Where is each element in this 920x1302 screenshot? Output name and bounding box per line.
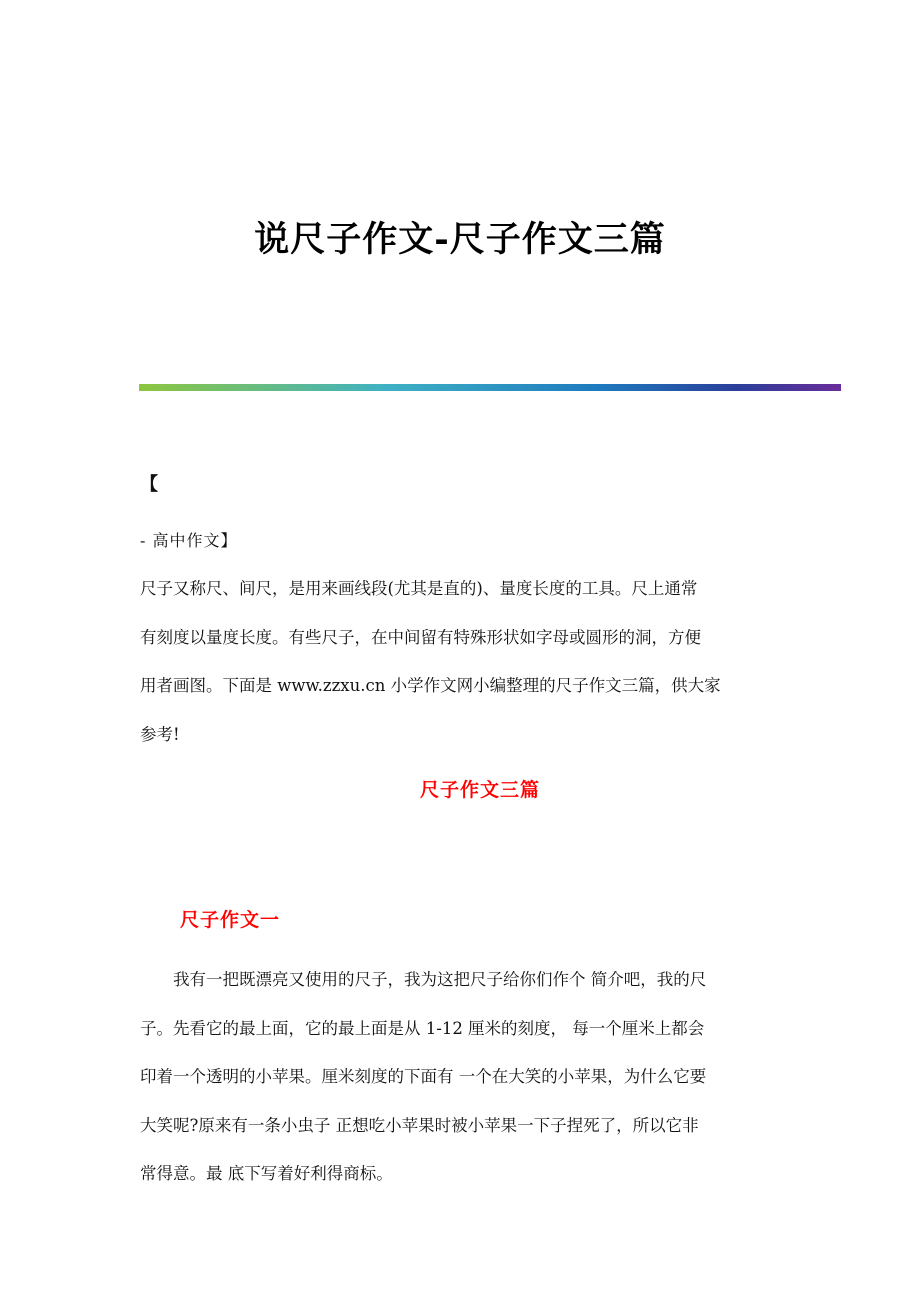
- category-label: - 高中作文】: [140, 531, 238, 550]
- title-divider: [139, 384, 841, 391]
- intro-line: 有刻度以量度长度。有些尺子，在中间留有特殊形状如字母或圆形的洞，方便: [140, 627, 701, 647]
- essay-heading: 尺子作文一: [180, 909, 281, 931]
- intro-line: 用者画图。下面是 www.zzxu.cn 小学作文网小编整理的尺子作文三篇，供大家: [140, 676, 721, 695]
- intro-line: 尺子又称尺、间尺，是用来画线段(尤其是直的)、量度长度的工具。尺上通常: [140, 579, 698, 598]
- section-heading: 尺子作文三篇: [419, 779, 540, 801]
- essay-line: 我有一把既漂亮又使用的尺子，我为这把尺子给你们作个 简介吧，我的尺: [140, 970, 707, 989]
- essay-line: 大笑呢?原来有一条小虫子 正想吃小苹果时被小苹果一下子捏死了，所以它非: [140, 1115, 699, 1135]
- intro-paragraph: [140, 565, 780, 759]
- document-title: 说尺子作文-尺子作文三篇: [254, 219, 666, 260]
- category-bracket-open: 【: [140, 474, 158, 495]
- essay-line: 印着一个透明的小苹果。厘米刻度的下面有 一个在大笑的小苹果，为什么它要: [140, 1067, 707, 1086]
- essay-line: 常得意。最 底下写着好利得商标。: [140, 1164, 393, 1183]
- essay-paragraph: [140, 956, 780, 1199]
- intro-line: 参考!: [140, 724, 180, 744]
- essay-line: 子。先看它的最上面，它的最上面是从 1-12 厘米的刻度， 每一个厘米上都会: [140, 1018, 705, 1038]
